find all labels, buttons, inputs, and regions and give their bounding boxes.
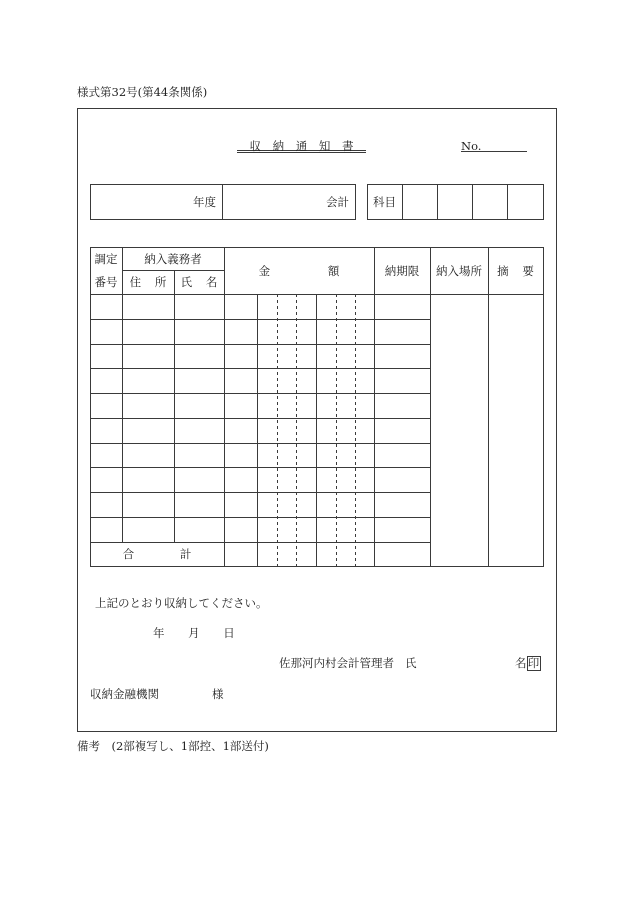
- date-line: 年 月 日: [153, 626, 235, 640]
- total-label: 合 計: [122, 547, 192, 561]
- account-label: 会計: [326, 195, 349, 209]
- header-payment-place: 納入場所: [436, 264, 482, 278]
- header-doc-number-bottom: 番号: [94, 275, 118, 289]
- header-name: 氏 名: [180, 275, 218, 289]
- footnote: 備考 (2部複写し、1部控、1部送付): [77, 739, 269, 753]
- header-amount: 金 額: [258, 264, 340, 278]
- issuer-title: 佐那河内村会計管理者: [279, 656, 394, 670]
- table-row: [90, 517, 430, 542]
- seal-mark: 印: [527, 656, 540, 670]
- bank-honorific: 様: [212, 687, 224, 701]
- table-row: [90, 319, 430, 344]
- table-row: [90, 418, 430, 443]
- bank-label: 収納金融機関: [90, 687, 159, 701]
- table-row: [90, 492, 430, 517]
- header-remarks: 摘 要: [497, 264, 534, 278]
- issuer-name-prefix: 氏: [405, 656, 417, 670]
- table-row: [90, 467, 430, 492]
- header-doc-number-top: 調定: [94, 252, 118, 266]
- form-number: 様式第32号(第44条関係): [77, 85, 208, 99]
- number-label: No.: [461, 139, 482, 153]
- issuer-name-suffix: 名: [515, 656, 527, 670]
- table-row: [90, 393, 430, 418]
- header-obligor: 納入義務者: [144, 252, 202, 266]
- table-row: [90, 368, 430, 393]
- table-row: [90, 294, 430, 319]
- instruction-text: 上記のとおり収納してください。: [95, 596, 268, 610]
- document-title: 収 納 通 知 書: [249, 139, 354, 153]
- fiscal-year-label: 年度: [193, 195, 216, 209]
- header-address: 住 所: [129, 275, 167, 289]
- subject-label: 科目: [373, 195, 396, 209]
- table-row: [90, 344, 430, 368]
- header-due-date: 納期限: [384, 264, 420, 278]
- table-row: [90, 443, 430, 467]
